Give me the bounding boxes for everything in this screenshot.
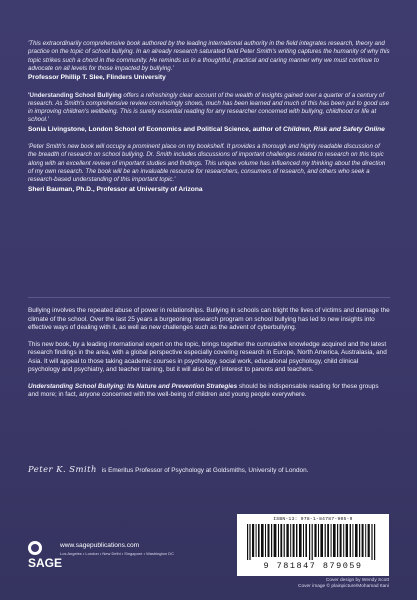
publisher-block — [28, 541, 198, 581]
book-title: Understanding School Bullying: Its Nature and Prevention Strategies — [28, 382, 238, 390]
blurb-paragraph-3-rest: should be indispensable reading for these groups and more; in fact, anyone concerned with the well-being of children and young people everywhere. — [28, 382, 379, 398]
author-bio — [28, 465, 390, 475]
isbn-digits: 9 781847 879059 — [263, 561, 363, 571]
attribution-name: Sonia Livingstone, London School of Economics and Political Science, author of — [28, 125, 283, 133]
endorsement-bauman — [28, 143, 390, 194]
blurb-paragraph-3 — [28, 383, 390, 400]
section-divider — [28, 297, 390, 298]
cover-image-credit: Cover image © plainpicture/Mohamad Itani — [298, 584, 389, 590]
endorsement-slee — [28, 40, 390, 83]
endorsement-livingstone — [28, 92, 390, 135]
quote-attribution: Professor Phillip T. Slee, Flinders University — [28, 74, 166, 82]
quote-attribution — [28, 126, 390, 134]
blurb-paragraph-1: Bullying involves the repeated abuse of power in relationships. Bullying in schools can blight the lives of victims and damage the climate of the school. Over the last 25 years a burgeoning research program on school bullying has led to new insights into effective ways of dealing with it, as well as new challenges such as the advent of cyberbullying. — [28, 307, 390, 331]
isbn-barcode — [237, 514, 389, 576]
quote-attribution: Sheri Bauman, Ph.D., Professor at University of Arizona — [28, 185, 203, 193]
cover-credits — [237, 578, 389, 590]
quote-text — [28, 92, 390, 125]
author-bio-text: is Emeritus Professor of Psychology at Goldsmiths, University of London. — [101, 467, 309, 474]
quote-text: 'This extraordinarily comprehensive book authored by the leading international authority in the field integrates research, theory and practice on the topic of school bullying. In an already research saturated field Peter Smith's writing captures the humanity of why this topic strikes such a chord in the community. He reminds us in a thoughtful, practical and caring manner why we must continue to advocate on all levels for those impacted by bullying.' — [28, 40, 390, 72]
barcode-icon — [247, 524, 379, 560]
cover-design-credit: Cover design by Wendy Scott — [325, 578, 389, 583]
isbn-label: ISBN-13: 978-1-84787-905-9 — [273, 517, 353, 522]
blurb-paragraph-2: This new book, by a leading international expert on the topic, brings together the cumulative knowledge acquired and the latest research findings in the area, with a global perspective especially covering research in Europe, North America, Australasia, and Asia. It will appeal to those taking academic courses in psychology, social work, educational psychology, child clinical psychology and psychiatry, and teacher training, but it will also be of interest to parents and teachers. — [28, 340, 387, 373]
quote-body: offers a refreshingly clear account of the wealth of insights gained over a quarter of a century of research. As Smith's comprehensive review convincingly shows, much has been learned and much of this has been put to good use in improving children's wellbeing. This is surely essential reading for any researcher concerned with bullying, childhood or life at school.' — [28, 91, 390, 124]
quote-book-title: 'Understanding School Bullying — [28, 91, 122, 99]
publisher-url[interactable]: www.sagepublications.com — [60, 542, 140, 549]
author-signature: Peter K. Smith — [28, 464, 97, 474]
blurb — [28, 307, 390, 408]
endorsements — [28, 40, 390, 203]
publisher-cities: Los Angeles • London • New Delhi • Singapore • Washington DC — [60, 551, 174, 556]
attribution-book: Children, Risk and Safety Online — [282, 125, 385, 133]
quote-text: 'Peter Smith's new book will occupy a prominent place on my bookshelf. It provides a thorough and highly readable discussion of the breadth of research on school bullying. Dr. Smith includes discussions of important challenges related to research on this topic along with an excellent review of important studies and findings. This unique volume has influenced my thinking about the direction of my own research. The book will be an invaluable resource for researchers, consumers of research, and others who seek a research-based understanding of this important topic.' — [28, 143, 386, 184]
sage-wordmark: SAGE — [28, 556, 63, 570]
